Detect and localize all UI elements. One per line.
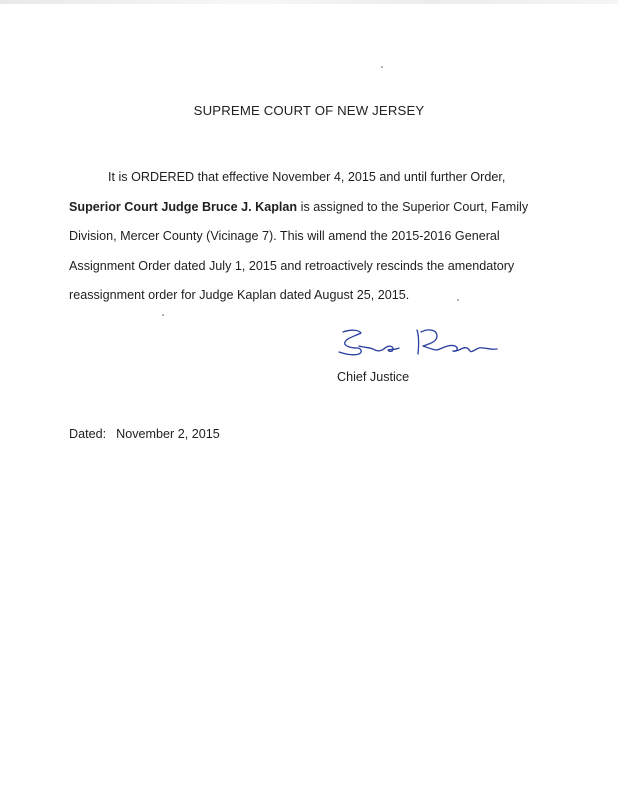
dated-label: Dated: — [69, 427, 107, 441]
scan-speck — [381, 66, 383, 68]
order-line-1: It is ORDERED that effective November 4, 2015 and until further Order, — [108, 170, 506, 184]
judge-name: Superior Court Judge Bruce J. Kaplan — [69, 200, 298, 214]
chief-justice-signature — [333, 326, 501, 362]
order-line-2-rest: is assigned to the Superior Court, Family — [297, 200, 529, 214]
dated-line — [69, 427, 220, 441]
order-line-4: Assignment Order dated July 1, 2015 and retroactively rescinds the amendatory — [69, 259, 515, 273]
scan-speck — [457, 299, 459, 301]
signatory-title: Chief Justice — [337, 370, 410, 384]
scan-edge — [0, 0, 618, 4]
order-line-3: Division, Mercer County (Vicinage 7). This will amend the 2015-2016 General — [69, 229, 500, 243]
order-line-5: reassignment order for Judge Kaplan dated August 25, 2015. — [69, 288, 410, 302]
scan-speck — [162, 314, 164, 316]
order-line-2 — [69, 201, 528, 214]
court-title: SUPREME COURT OF NEW JERSEY — [193, 103, 425, 118]
dated-value: November 2, 2015 — [116, 427, 220, 441]
